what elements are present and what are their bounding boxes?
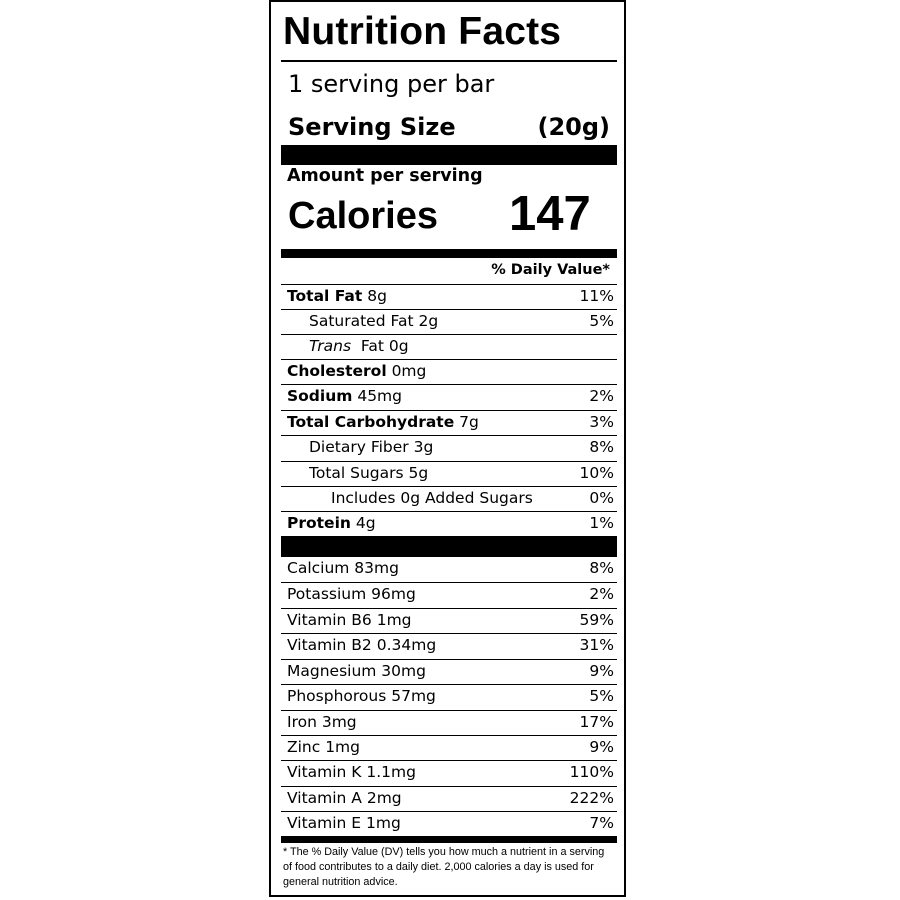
thick-divider-footnote xyxy=(281,836,617,843)
daily-value-footnote: * The % Daily Value (DV) tells you how much a nutrient in a serving of food contributes to a daily diet. 2,000 calories a day is used for general nutrition advice. xyxy=(283,846,605,888)
micronutrient-row-vitamin-a: Vitamin A 2mg 222% xyxy=(281,786,617,811)
thick-divider-calories xyxy=(281,249,617,258)
nutrition-facts-label xyxy=(269,0,626,897)
calories-value: 147 xyxy=(509,187,591,241)
nutrient-row-protein: Protein 4g 1% xyxy=(281,511,617,536)
thick-divider-micronutrients xyxy=(281,536,617,557)
nutrient-row-dietary-fiber: Dietary Fiber 3g 8% xyxy=(281,435,617,460)
nutrient-row-trans-fat: Trans Fat 0g xyxy=(281,334,617,359)
nutrient-row-total-fat: Total Fat 8g 11% xyxy=(281,284,617,309)
nutrient-row-added-sugars: Includes 0g Added Sugars 0% xyxy=(281,486,617,511)
micronutrient-row-vitamin-b6: Vitamin B6 1mg 59% xyxy=(281,608,617,633)
micronutrient-row-phosphorous: Phosphorous 57mg 5% xyxy=(281,684,617,709)
micronutrient-row-zinc: Zinc 1mg 9% xyxy=(281,735,617,760)
nutrient-row-total-sugars: Total Sugars 5g 10% xyxy=(281,461,617,486)
amount-per-serving: Amount per serving xyxy=(287,166,483,186)
nutrient-row-sodium: Sodium 45mg 2% xyxy=(281,384,617,409)
serving-size-value: (20g) xyxy=(537,113,610,141)
micronutrient-row-vitamin-b2: Vitamin B2 0.34mg 31% xyxy=(281,633,617,658)
micronutrient-row-magnesium: Magnesium 30mg 9% xyxy=(281,659,617,684)
label-title: Nutrition Facts xyxy=(283,10,562,53)
title-divider xyxy=(281,60,617,62)
thick-divider-serving xyxy=(281,145,617,165)
micronutrient-row-potassium: Potassium 96mg 2% xyxy=(281,582,617,607)
daily-value-header: % Daily Value* xyxy=(491,262,610,278)
nutrient-row-saturated-fat: Saturated Fat 2g 5% xyxy=(281,309,617,334)
micronutrient-row-calcium: Calcium 83mg 8% xyxy=(287,559,614,577)
servings-per-container: 1 serving per bar xyxy=(288,70,495,98)
nutrient-row-cholesterol: Cholesterol 0mg xyxy=(281,359,617,384)
serving-size-label: Serving Size xyxy=(288,113,456,141)
micronutrient-row-vitamin-k: Vitamin K 1.1mg 110% xyxy=(281,760,617,785)
nutrient-row-total-carbohydrate: Total Carbohydrate 7g 3% xyxy=(281,410,617,435)
micronutrient-row-iron: Iron 3mg 17% xyxy=(281,710,617,735)
micronutrient-row-vitamin-e: Vitamin E 1mg 7% xyxy=(281,811,617,836)
calories-label: Calories xyxy=(288,195,438,237)
